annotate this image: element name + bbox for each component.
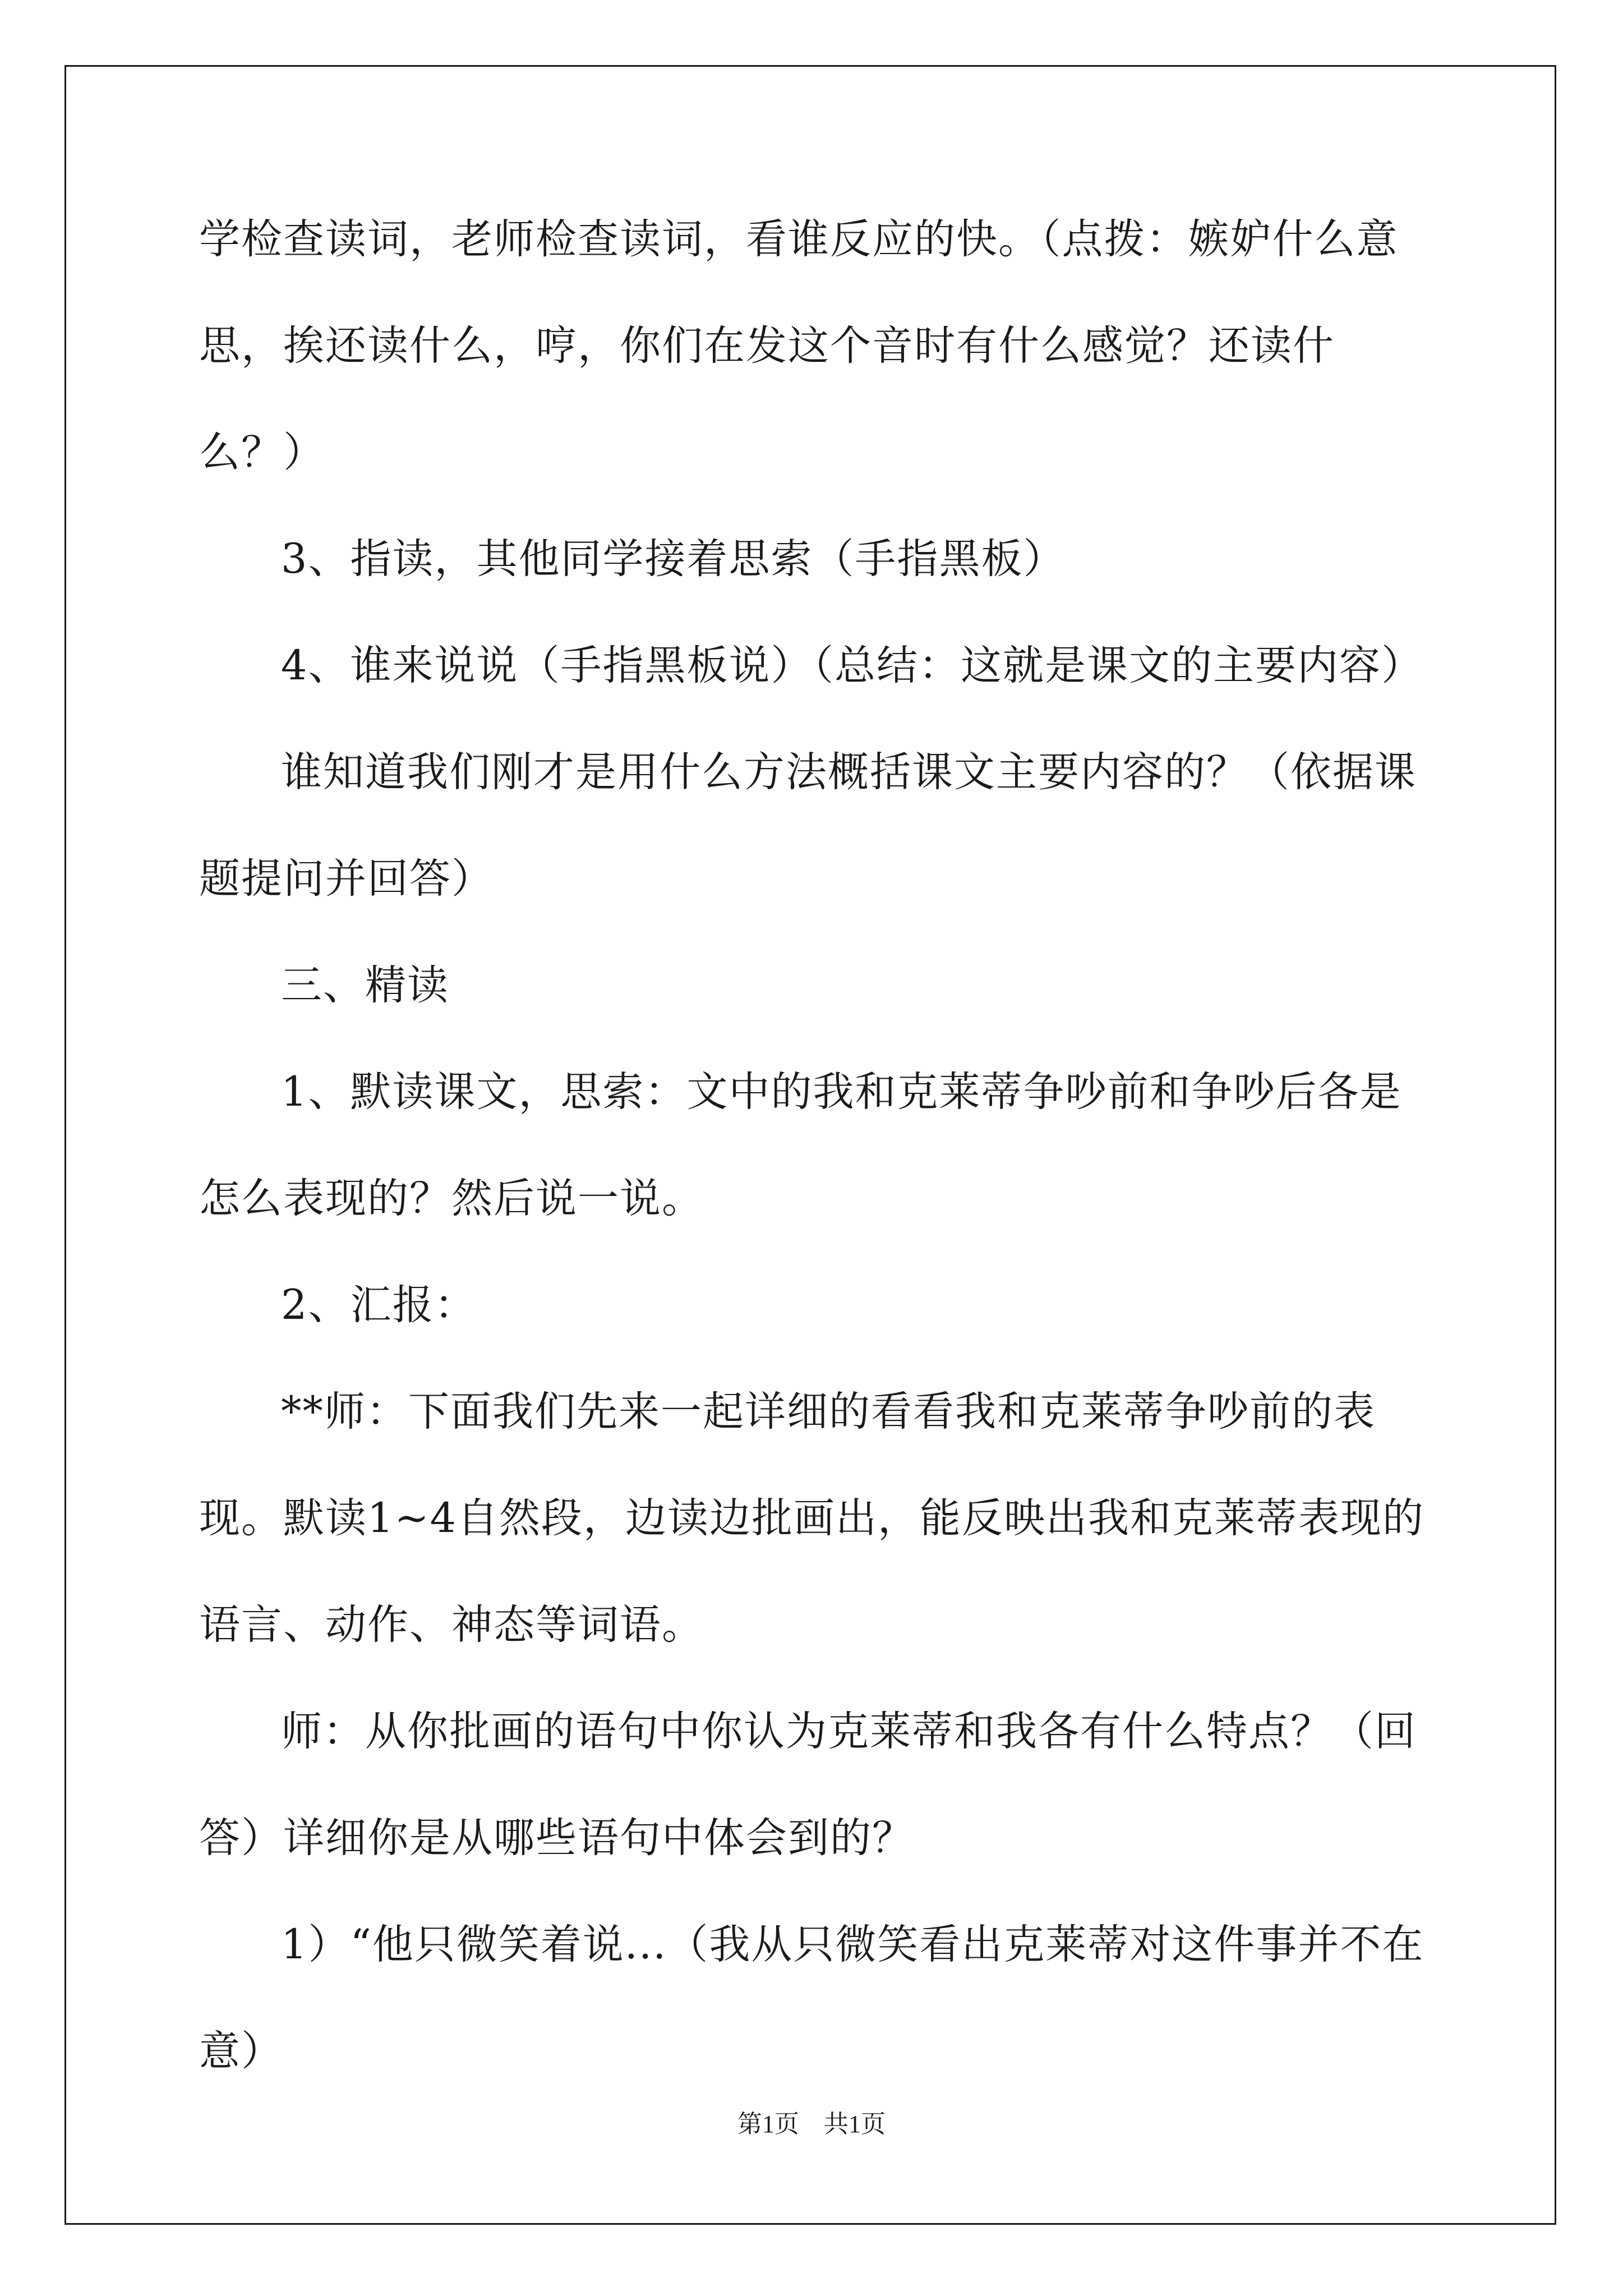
paragraph: 1、默读课文，思索：文中的我和克莱蒂争吵前和争吵后各是怎么表现的？然后说一说。 xyxy=(199,1068,1402,1222)
document-body xyxy=(199,186,1433,2105)
page-footer xyxy=(0,2104,1623,2139)
paragraph: 3、指读，其他同学接着思索（手指黑板） xyxy=(281,535,1066,583)
paragraph: 学检查读词，老师检查读词，看谁反应的快。（点拨：嫉妒什么意思，挨还读什么，哼，你们在发这个音时有什么感觉？还读什么？） xyxy=(199,215,1399,476)
paragraph: 2、汇报： xyxy=(281,1281,477,1329)
paragraph: **师：下面我们先来一起详细的看看我和克莱蒂争吵前的表现。默读1~4自然段，边读边批画出，能反映出我和克莱蒂表现的语言、动作、神态等词语。 xyxy=(199,1388,1425,1649)
paragraph: 4、谁来说说（手指黑板说）（总结：这就是课文的主要内容） xyxy=(281,642,1423,689)
paragraph: 师：从你批画的语句中你认为克莱蒂和我各有什么特点？（回答）详细你是从哪些语句中体会到的？ xyxy=(199,1708,1417,1862)
page-total: 共1页 xyxy=(824,2110,886,2138)
page-number: 第1页 xyxy=(737,2110,799,2138)
paragraph: 谁知道我们刚才是用什么方法概括课文主要内容的？（依据课题提问并回答） xyxy=(199,748,1417,903)
section-heading: 三、精读 xyxy=(281,961,449,1009)
paragraph: 1）“他只微笑着说...（我从只微笑看出克莱蒂对这件事并不在意） xyxy=(199,1921,1424,2075)
